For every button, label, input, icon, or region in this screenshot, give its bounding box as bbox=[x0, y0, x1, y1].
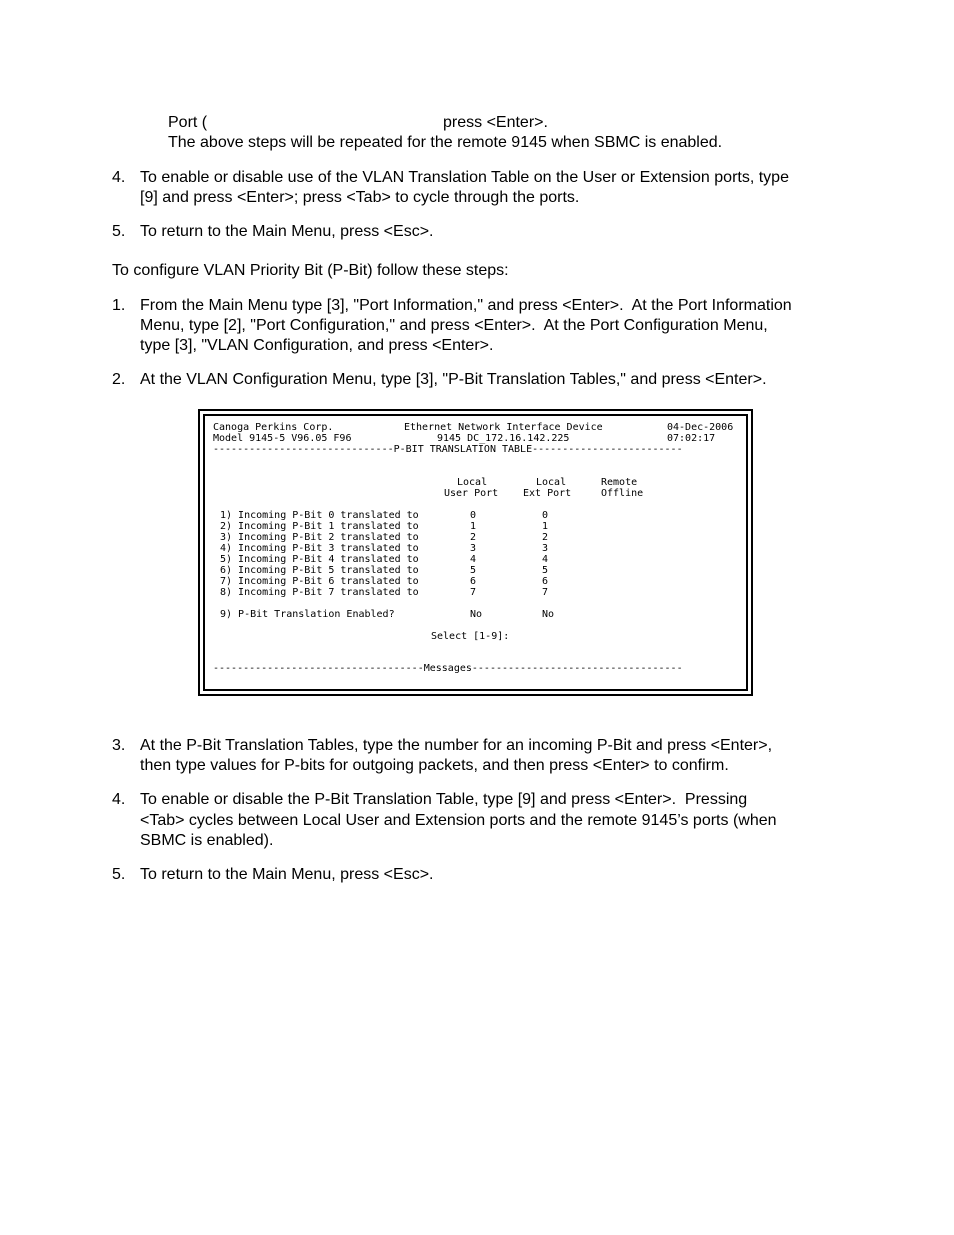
step-text: At the VLAN Configuration Menu, type [3], "P-Bit Translation Tables," and press <Enter>. bbox=[140, 371, 767, 388]
continuation-text-end: press <Enter>. bbox=[443, 114, 548, 131]
column-header-ext-top: Local bbox=[536, 477, 567, 488]
translation-enabled-user: No bbox=[470, 609, 483, 620]
step-text: To return to the Main Menu, press <Esc>. bbox=[140, 866, 434, 883]
step-number: 5. bbox=[112, 866, 126, 883]
terminal-company: Canoga Perkins Corp. bbox=[213, 422, 334, 433]
column-header-ext-bottom: Ext Port bbox=[523, 488, 572, 499]
terminal-host: 9145 DC_172.16.142.225 bbox=[437, 433, 570, 444]
continuation-text-start: Port ( bbox=[168, 114, 208, 131]
translation-row-label[interactable]: 6) Incoming P-Bit 5 translated to bbox=[220, 565, 419, 576]
column-header-remote-bottom: Offline bbox=[601, 488, 644, 499]
continuation-note: The above steps will be repeated for the remote 9145 when SBMC is enabled. bbox=[168, 134, 723, 151]
translation-row-user: 4 bbox=[470, 554, 477, 565]
translation-row-user: 2 bbox=[470, 532, 477, 543]
translation-row-ext: 5 bbox=[542, 565, 549, 576]
step-text: SBMC is enabled). bbox=[140, 832, 274, 849]
translation-row-user: 5 bbox=[470, 565, 477, 576]
step-number: 1. bbox=[112, 297, 126, 314]
step-text: To enable or disable use of the VLAN Translation Table on the User or Extension ports, type bbox=[140, 169, 789, 186]
translation-enabled-ext: No bbox=[542, 609, 555, 620]
translation-row-ext: 2 bbox=[542, 532, 549, 543]
translation-row-ext: 3 bbox=[542, 543, 549, 554]
column-header-user-top: Local bbox=[457, 477, 488, 488]
terminal-model: Model 9145-5 V96.05 F96 bbox=[213, 433, 352, 444]
translation-row-user: 3 bbox=[470, 543, 477, 554]
translation-row-label[interactable]: 5) Incoming P-Bit 4 translated to bbox=[220, 554, 419, 565]
step-text: type [3], "VLAN Configuration, and press <Enter>. bbox=[140, 337, 494, 354]
translation-row-ext: 4 bbox=[542, 554, 549, 565]
terminal-date: 04-Dec-2006 bbox=[667, 422, 734, 433]
terminal-device: Ethernet Network Interface Device bbox=[404, 422, 603, 433]
step-text: From the Main Menu type [3], "Port Information," and press <Enter>. At the Port Information bbox=[140, 297, 792, 314]
translation-row-user: 1 bbox=[470, 521, 477, 532]
translation-row-label[interactable]: 7) Incoming P-Bit 6 translated to bbox=[220, 576, 419, 587]
step-text: At the P-Bit Translation Tables, type the number for an incoming P-Bit and press <Enter>, bbox=[140, 737, 773, 754]
section-intro: To configure VLAN Priority Bit (P-Bit) follow these steps: bbox=[112, 262, 509, 279]
translation-enabled-label[interactable]: 9) P-Bit Translation Enabled? bbox=[220, 609, 395, 620]
translation-row-user: 0 bbox=[470, 510, 477, 521]
translation-row-label[interactable]: 8) Incoming P-Bit 7 translated to bbox=[220, 587, 419, 598]
translation-row-label[interactable]: 3) Incoming P-Bit 2 translated to bbox=[220, 532, 419, 543]
translation-row-label[interactable]: 4) Incoming P-Bit 3 translated to bbox=[220, 543, 419, 554]
translation-row-ext: 6 bbox=[542, 576, 549, 587]
step-number: 5. bbox=[112, 223, 126, 240]
terminal-title-rule: ------------------------------P-BIT TRANSLATION TABLE------------------------- bbox=[213, 444, 683, 455]
step-number: 2. bbox=[112, 371, 126, 388]
translation-row-ext: 7 bbox=[542, 587, 549, 598]
step-text: then type values for P-bits for outgoing packets, and then press <Enter> to confirm. bbox=[140, 757, 729, 774]
step-text: To enable or disable the P-Bit Translation Table, type [9] and press <Enter>. Pressing bbox=[140, 791, 748, 808]
step-text: <Tab> cycles between Local User and Extension ports and the remote 9145’s ports (when bbox=[140, 812, 777, 829]
step-number: 4. bbox=[112, 791, 126, 808]
translation-row-ext: 1 bbox=[542, 521, 549, 532]
translation-row-user: 6 bbox=[470, 576, 477, 587]
select-prompt[interactable]: Select [1-9]: bbox=[431, 631, 510, 642]
terminal-time: 07:02:17 bbox=[667, 433, 716, 444]
step-number: 4. bbox=[112, 169, 126, 186]
step-text: Menu, type [2], "Port Configuration," and press <Enter>. At the Port Configuration Menu, bbox=[140, 317, 768, 334]
translation-row-user: 7 bbox=[470, 587, 477, 598]
column-header-user-bottom: User Port bbox=[444, 488, 499, 499]
step-text: To return to the Main Menu, press <Esc>. bbox=[140, 223, 434, 240]
translation-row-ext: 0 bbox=[542, 510, 549, 521]
terminal-screenshot bbox=[198, 409, 753, 696]
step-text: [9] and press <Enter>; press <Tab> to cycle through the ports. bbox=[140, 189, 580, 206]
translation-row-label[interactable]: 2) Incoming P-Bit 1 translated to bbox=[220, 521, 419, 532]
terminal-screen bbox=[203, 414, 748, 691]
terminal-messages-rule: -----------------------------------Messages----------------------------------- bbox=[213, 663, 683, 674]
translation-row-label[interactable]: 1) Incoming P-Bit 0 translated to bbox=[220, 510, 419, 521]
step-number: 3. bbox=[112, 737, 126, 754]
column-header-remote-top: Remote bbox=[601, 477, 638, 488]
